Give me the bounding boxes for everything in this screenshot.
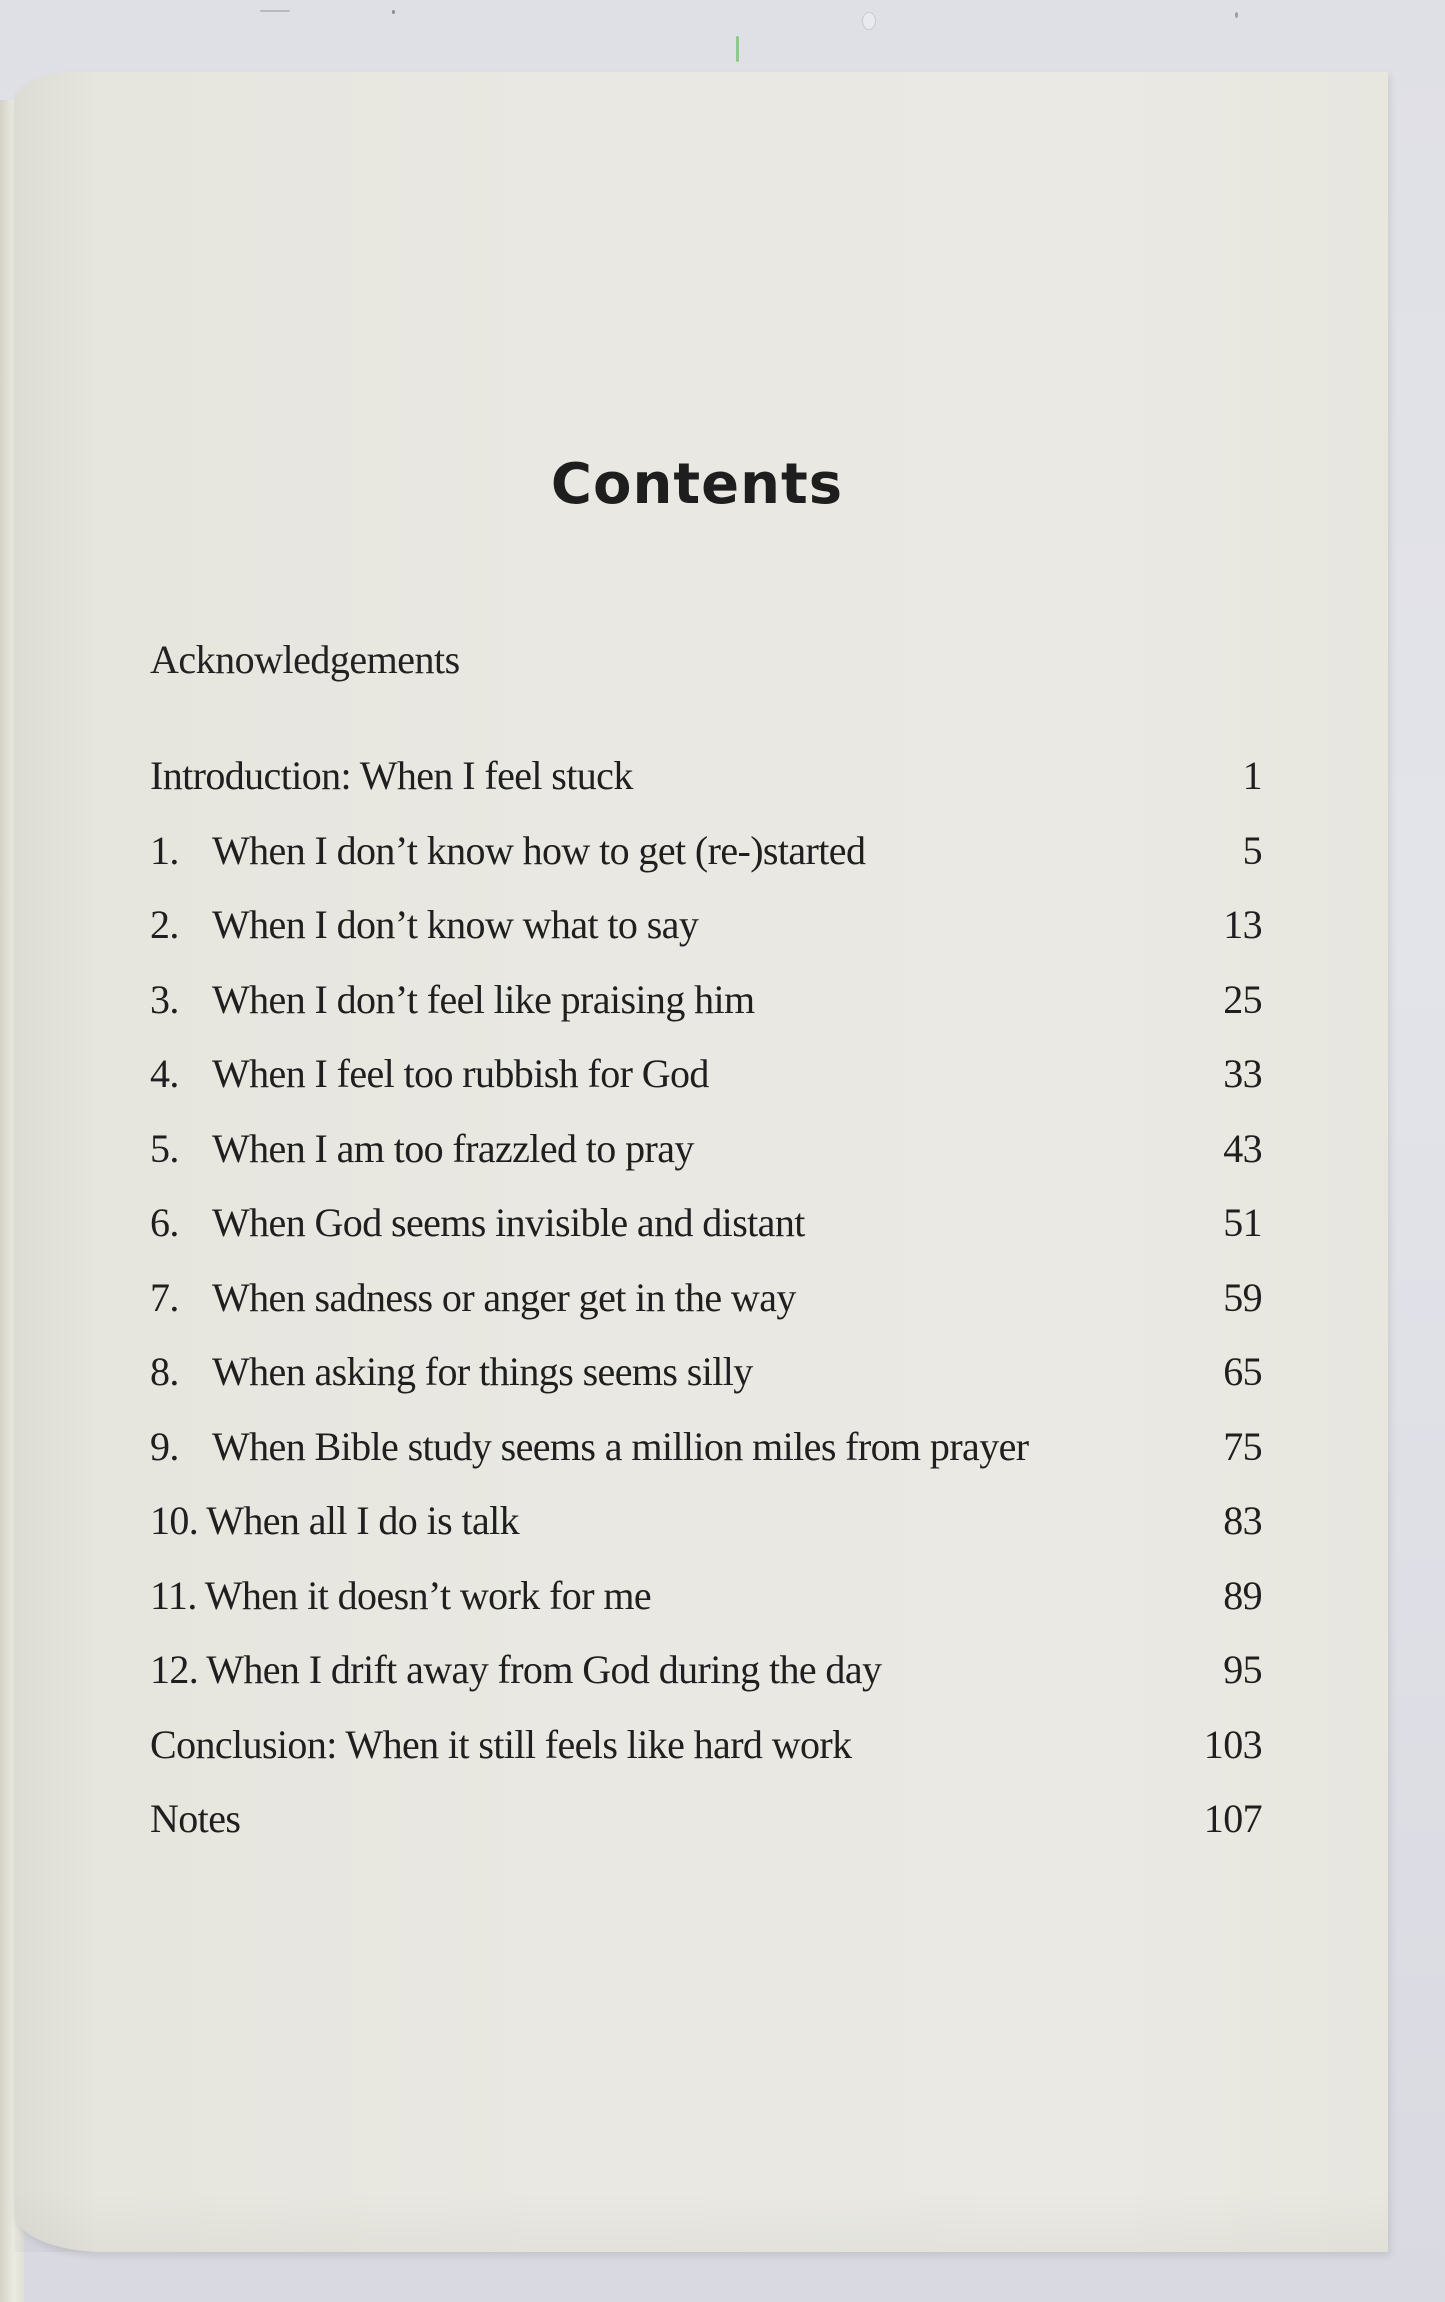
- toc-entry-introduction: [150, 752, 1262, 827]
- entry-title: When I am too frazzled to pray: [212, 1125, 694, 1171]
- entry-page-number: 107: [1203, 1796, 1262, 1841]
- chapter-number: 3.: [150, 976, 179, 1022]
- entry-page-number: 89: [1223, 1572, 1262, 1618]
- toc-entry-notes: [150, 1795, 1262, 1870]
- entry-title: When I don’t know what to say: [212, 902, 699, 947]
- chapter-number: 1.: [150, 827, 179, 873]
- entry-title: When I feel too rubbish for God: [212, 1051, 709, 1096]
- entry-page-number: 65: [1223, 1349, 1262, 1394]
- toc-entry-chapter-6: [150, 1199, 1262, 1274]
- toc-entry-chapter-8: [150, 1348, 1262, 1423]
- entry-title: When I drift away from God during the day: [206, 1647, 882, 1692]
- toc-entry-chapter-4: [150, 1050, 1262, 1125]
- toc-entry-chapter-3: [150, 976, 1262, 1051]
- entry-page-number: 25: [1223, 976, 1262, 1022]
- entry-page-number: 51: [1223, 1200, 1262, 1245]
- entry-title: When sadness or anger get in the way: [212, 1274, 796, 1320]
- toc-entry-chapter-5: [150, 1125, 1262, 1200]
- page-title: Contents: [550, 452, 844, 517]
- entry-page-number: 83: [1223, 1498, 1262, 1543]
- entry-page-number: 13: [1223, 902, 1262, 947]
- entry-title: When it doesn’t work for me: [204, 1572, 651, 1618]
- entry-title: Introduction: When I feel stuck: [150, 753, 633, 798]
- entry-title: When all I do is talk: [206, 1498, 520, 1543]
- chapter-number: 9.: [150, 1423, 179, 1469]
- toc-entry-chapter-10: [150, 1497, 1262, 1572]
- toc-entry-conclusion: [150, 1721, 1262, 1796]
- chapter-number: 6.: [150, 1200, 179, 1245]
- entry-page-number: 5: [1242, 827, 1262, 873]
- toc-entry-chapter-9: [150, 1423, 1262, 1498]
- chapter-number: 12.: [150, 1647, 199, 1692]
- chapter-number: 7.: [150, 1274, 179, 1320]
- toc-entry-chapter-1: [150, 827, 1262, 902]
- toc-entry-chapter-11: [150, 1572, 1262, 1647]
- entry-page-number: 33: [1223, 1051, 1262, 1096]
- chapter-number: 2.: [150, 902, 179, 947]
- surface-mark: [392, 10, 395, 14]
- surface-mark: [1235, 12, 1238, 18]
- chapter-number: 11.: [150, 1572, 197, 1618]
- table-of-contents: [150, 752, 1262, 1870]
- toc-entry-chapter-2: [150, 901, 1262, 976]
- entry-page-number: 75: [1223, 1423, 1262, 1469]
- entry-page-number: 43: [1223, 1125, 1262, 1171]
- chapter-number: 4.: [150, 1051, 179, 1096]
- entry-title: When I don’t feel like praising him: [212, 976, 755, 1022]
- entry-page-number: 1: [1242, 753, 1262, 798]
- entry-title: Notes: [150, 1796, 241, 1841]
- chapter-number: 8.: [150, 1349, 179, 1394]
- surface-mark: [736, 36, 739, 62]
- entry-title: When asking for things seems silly: [212, 1349, 753, 1394]
- surface-mark: [260, 10, 290, 12]
- entry-page-number: 95: [1223, 1647, 1262, 1692]
- entry-page-number: 103: [1203, 1721, 1262, 1767]
- entry-title: When I don’t know how to get (re-)started: [212, 827, 866, 873]
- surface-mark: [862, 12, 876, 30]
- entry-title: When God seems invisible and distant: [212, 1200, 805, 1245]
- toc-entry-chapter-7: [150, 1274, 1262, 1349]
- entry-title: Conclusion: When it still feels like hard work: [150, 1721, 852, 1767]
- toc-entry-chapter-12: [150, 1646, 1262, 1721]
- entry-page-number: 59: [1223, 1274, 1262, 1320]
- toc-acknowledgements: Acknowledgements: [150, 637, 460, 682]
- entry-title: When Bible study seems a million miles from prayer: [212, 1423, 1029, 1469]
- chapter-number: 10.: [150, 1498, 199, 1543]
- chapter-number: 5.: [150, 1125, 179, 1171]
